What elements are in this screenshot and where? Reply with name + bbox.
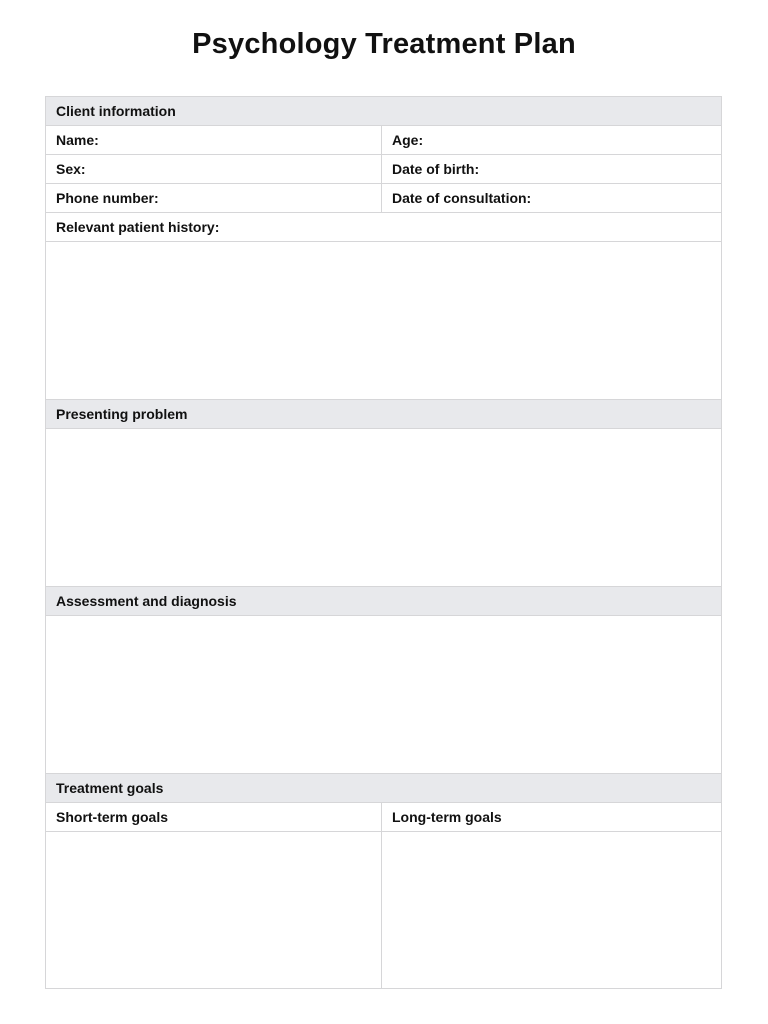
form-row <box>46 803 722 832</box>
page-title: Psychology Treatment Plan <box>192 28 576 60</box>
short-term-goals-field[interactable] <box>46 832 382 989</box>
form-row <box>46 242 722 400</box>
section-header-treatment-goals <box>46 774 722 803</box>
form-row <box>46 126 722 155</box>
long-term-goals-field[interactable] <box>382 832 722 989</box>
name-field[interactable]: Name: <box>46 126 382 155</box>
section-header-presenting-problem <box>46 400 722 429</box>
presenting-problem-field[interactable] <box>46 429 722 587</box>
sex-field[interactable]: Sex: <box>46 155 382 184</box>
form-row <box>46 832 722 989</box>
patient-history-label: Relevant patient history: <box>46 213 722 242</box>
form-row <box>46 616 722 774</box>
age-field[interactable]: Age: <box>382 126 722 155</box>
form-row <box>46 155 722 184</box>
patient-history-field[interactable] <box>46 242 722 400</box>
phone-number-field[interactable]: Phone number: <box>46 184 382 213</box>
long-term-goals-label: Long-term goals <box>382 803 722 832</box>
assessment-field[interactable] <box>46 616 722 774</box>
form-row <box>46 429 722 587</box>
treatment-plan-form <box>45 96 722 989</box>
client-information-heading: Client information <box>46 97 722 126</box>
assessment-heading: Assessment and diagnosis <box>46 587 722 616</box>
presenting-problem-heading: Presenting problem <box>46 400 722 429</box>
treatment-goals-heading: Treatment goals <box>46 774 722 803</box>
form-row <box>46 213 722 242</box>
date-of-consultation-field[interactable]: Date of consultation: <box>382 184 722 213</box>
section-header-client-information <box>46 97 722 126</box>
date-of-birth-field[interactable]: Date of birth: <box>382 155 722 184</box>
form-row <box>46 184 722 213</box>
section-header-assessment <box>46 587 722 616</box>
short-term-goals-label: Short-term goals <box>46 803 382 832</box>
